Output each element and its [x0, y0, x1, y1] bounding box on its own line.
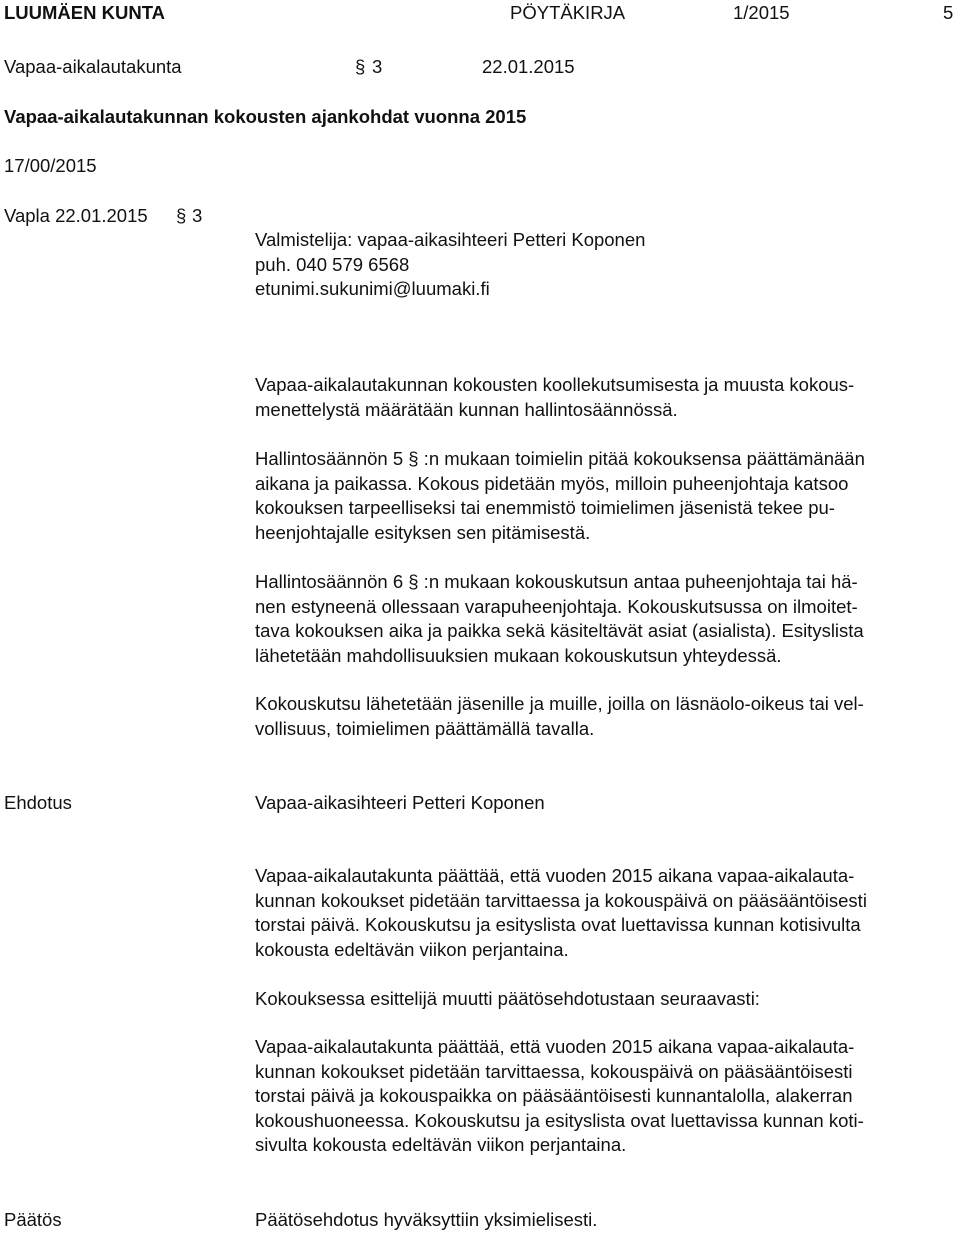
proposal-label: Ehdotus — [4, 792, 72, 813]
proposal-paragraph-3 — [255, 1035, 955, 1158]
preparer-phone: puh. 040 579 6568 — [255, 253, 410, 275]
decision-label: Päätös — [4, 1209, 62, 1230]
diary-number: 17/00/2015 — [4, 155, 97, 176]
preparer-name: Valmistelija: vapaa-aikasihteeri Petteri Koponen — [255, 229, 646, 250]
committee-name: Vapaa-aikalautakunta — [4, 56, 182, 77]
section-number: 3 — [372, 56, 383, 77]
text-line: heenjohtajalle esityksen sen pitämisestä. — [255, 521, 591, 543]
document-type: PÖYTÄKIRJA — [510, 2, 626, 23]
reference-section: 3 — [192, 205, 203, 226]
background-paragraph-4 — [255, 692, 955, 741]
proposal-paragraph-1 — [255, 864, 955, 962]
text-line: Kokouskutsu lähetetään jäsenille ja muille, joilla on läsnäolo-oikeus tai vel- — [255, 693, 864, 714]
text-line: Hallintosäännön 5 § :n mukaan toimielin pitää kokouksensa päättämänään — [255, 448, 865, 469]
municipality-name: LUUMÄEN KUNTA — [4, 2, 165, 23]
text-line: Kokouksessa esittelijä muutti päätösehdotustaan seuraavasti: — [255, 988, 760, 1009]
proposer-name: Vapaa-aikasihteeri Petteri Koponen — [255, 792, 545, 813]
reference-symbol: § — [176, 205, 187, 226]
text-line: Vapaa-aikalautakunta päättää, että vuoden 2015 aikana vapaa-aikalauta- — [255, 1036, 855, 1057]
text-line: kunnan kokoukset pidetään tarvittaessa ja kokouspäivä on pääsääntöisesti — [255, 889, 867, 911]
text-line: torstai päivä. Kokouskutsu ja esityslista ovat luettavissa kunnan kotisivulta — [255, 914, 861, 935]
text-line: vollisuus, toimielimen päättämällä tavalla. — [255, 717, 595, 739]
text-line: torstai päivä ja kokouspaikka on pääsääntöisesti kunnantalolla, alakerran — [255, 1085, 853, 1106]
text-line: tava kokouksen aika ja paikka sekä käsiteltävät asiat (asialista). Esityslista — [255, 620, 864, 641]
preparer-block — [255, 228, 955, 302]
text-line: Vapaa-aikalautakunta päättää, että vuoden 2015 aikana vapaa-aikalauta- — [255, 865, 855, 886]
background-paragraph-3 — [255, 570, 955, 668]
text-line: nen estyneenä ollessaan varapuheenjohtaja. Kokouskutsussa on ilmoitet- — [255, 595, 858, 617]
text-line: Vapaa-aikalautakunnan kokousten koollekutsumisesta ja muusta kokous- — [255, 374, 855, 395]
text-line: kunnan kokoukset pidetään tarvittaessa, kokouspäivä on pääsääntöisesti — [255, 1060, 853, 1082]
meeting-date: 22.01.2015 — [482, 56, 575, 77]
text-line: kokouksen tarpeelliseksi tai enemmistö toimielimen jäsenistä tekee pu- — [255, 497, 835, 518]
proposal-paragraph-2 — [255, 987, 955, 1012]
text-line: kokousta edeltävän viikon perjantaina. — [255, 938, 569, 960]
document-number: 1/2015 — [733, 2, 790, 23]
preparer-email: etunimi.sukunimi@luumaki.fi — [255, 278, 490, 299]
background-paragraph-2 — [255, 447, 955, 545]
reference-prefix: Vapla 22.01.2015 — [4, 205, 148, 226]
text-line: lähetetään mahdollisuuksien mukaan kokouskutsun yhteydessä. — [255, 644, 782, 666]
text-line: aikana ja paikassa. Kokous pidetään myös, milloin puheenjohtaja katsoo — [255, 472, 849, 494]
decision-text: Päätösehdotus hyväksyttiin yksimielisesti. — [255, 1209, 598, 1230]
text-line: sivulta kokousta edeltävän viikon perjantaina. — [255, 1134, 627, 1155]
page-number: 5 — [943, 2, 954, 23]
text-line: Hallintosäännön 6 § :n mukaan kokouskutsun antaa puheenjohtaja tai hä- — [255, 571, 858, 592]
item-title: Vapaa-aikalautakunnan kokousten ajankohdat vuonna 2015 — [4, 106, 527, 127]
background-paragraph-1 — [255, 373, 955, 422]
section-symbol: § — [355, 56, 366, 77]
text-line: menettelystä määrätään kunnan hallintosäännössä. — [255, 398, 678, 420]
text-line: kokoushuoneessa. Kokouskutsu ja esityslista ovat luettavissa kunnan koti- — [255, 1109, 864, 1131]
